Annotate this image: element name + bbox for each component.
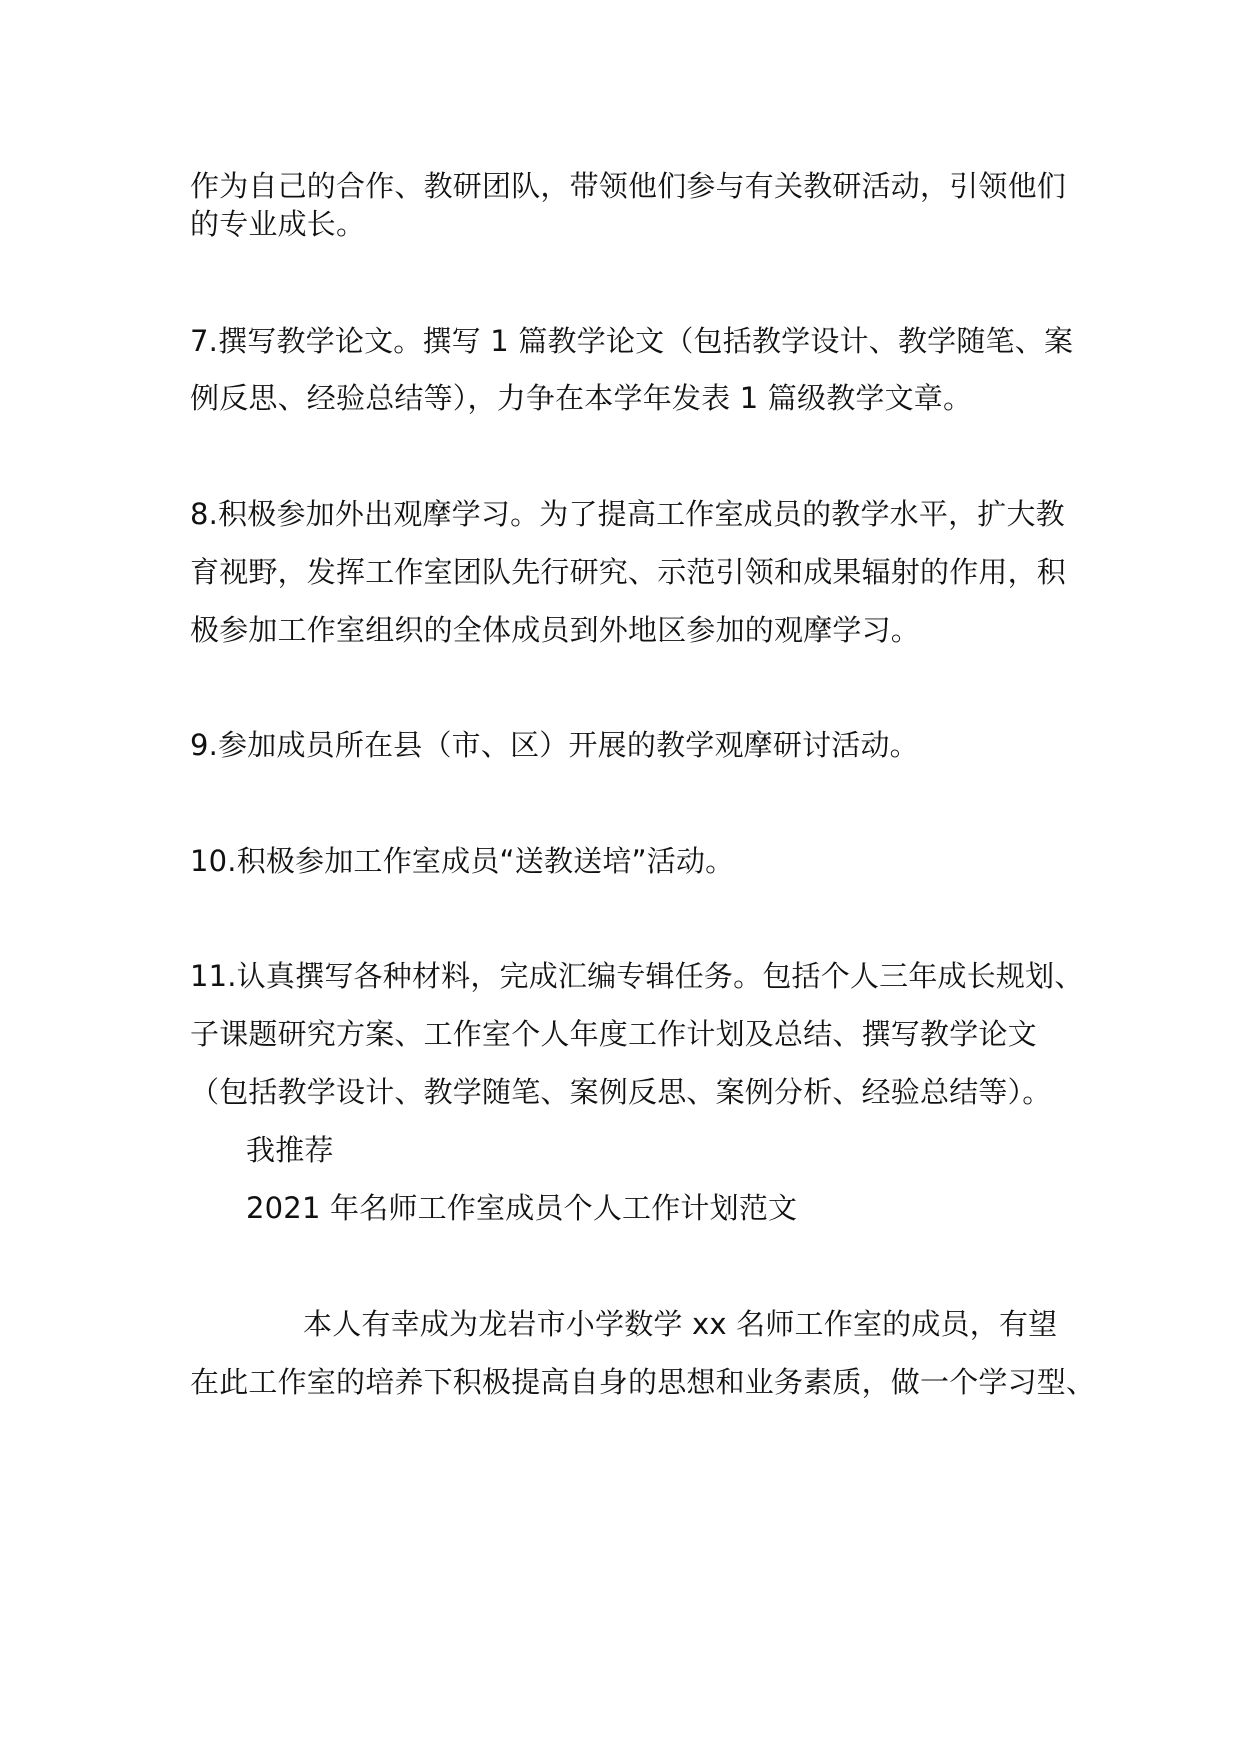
text-line: 例反思、经验总结等），力争在本学年发表 1 篇级教学文章。 xyxy=(190,381,973,415)
text-line: 子课题研究方案、工作室个人年度工作计划及总结、撰写教学论文 xyxy=(190,1017,1037,1051)
text-line: 在此工作室的培养下积极提高自身的思想和业务素质，做一个学习型、 xyxy=(190,1365,1096,1399)
text-line: 作为自己的合作、教研团队，带领他们参与有关教研活动，引领他们 xyxy=(190,169,1067,203)
text-line: 本人有幸成为龙岩市小学数学 xx 名师工作室的成员，有望 xyxy=(303,1307,1058,1341)
text-line: （包括教学设计、教学随笔、案例反思、案例分析、经验总结等）。 xyxy=(190,1075,1052,1109)
text-line: 8.积极参加外出观摩学习。为了提高工作室成员的教学水平，扩大教 xyxy=(190,497,1065,531)
recommend-label: 我推荐 xyxy=(246,1133,334,1167)
article-title: 2021 年名师工作室成员个人工作计划范文 xyxy=(246,1191,798,1225)
text-line: 9.参加成员所在县（市、区）开展的教学观摩研讨活动。 xyxy=(190,728,919,762)
text-line: 育视野，发挥工作室团队先行研究、示范引领和成果辐射的作用，积 xyxy=(190,555,1067,589)
text-line: 11.认真撰写各种材料，完成汇编专辑任务。包括个人三年成长规划、 xyxy=(190,959,1084,993)
text-line: 的专业成长。 xyxy=(190,207,366,241)
text-line: 10.积极参加工作室成员“送教送培”活动。 xyxy=(190,844,735,878)
text-line: 7.撰写教学论文。撰写 1 篇教学论文（包括教学设计、教学随笔、案 xyxy=(190,324,1074,358)
text-line: 极参加工作室组织的全体成员到外地区参加的观摩学习。 xyxy=(190,613,921,647)
